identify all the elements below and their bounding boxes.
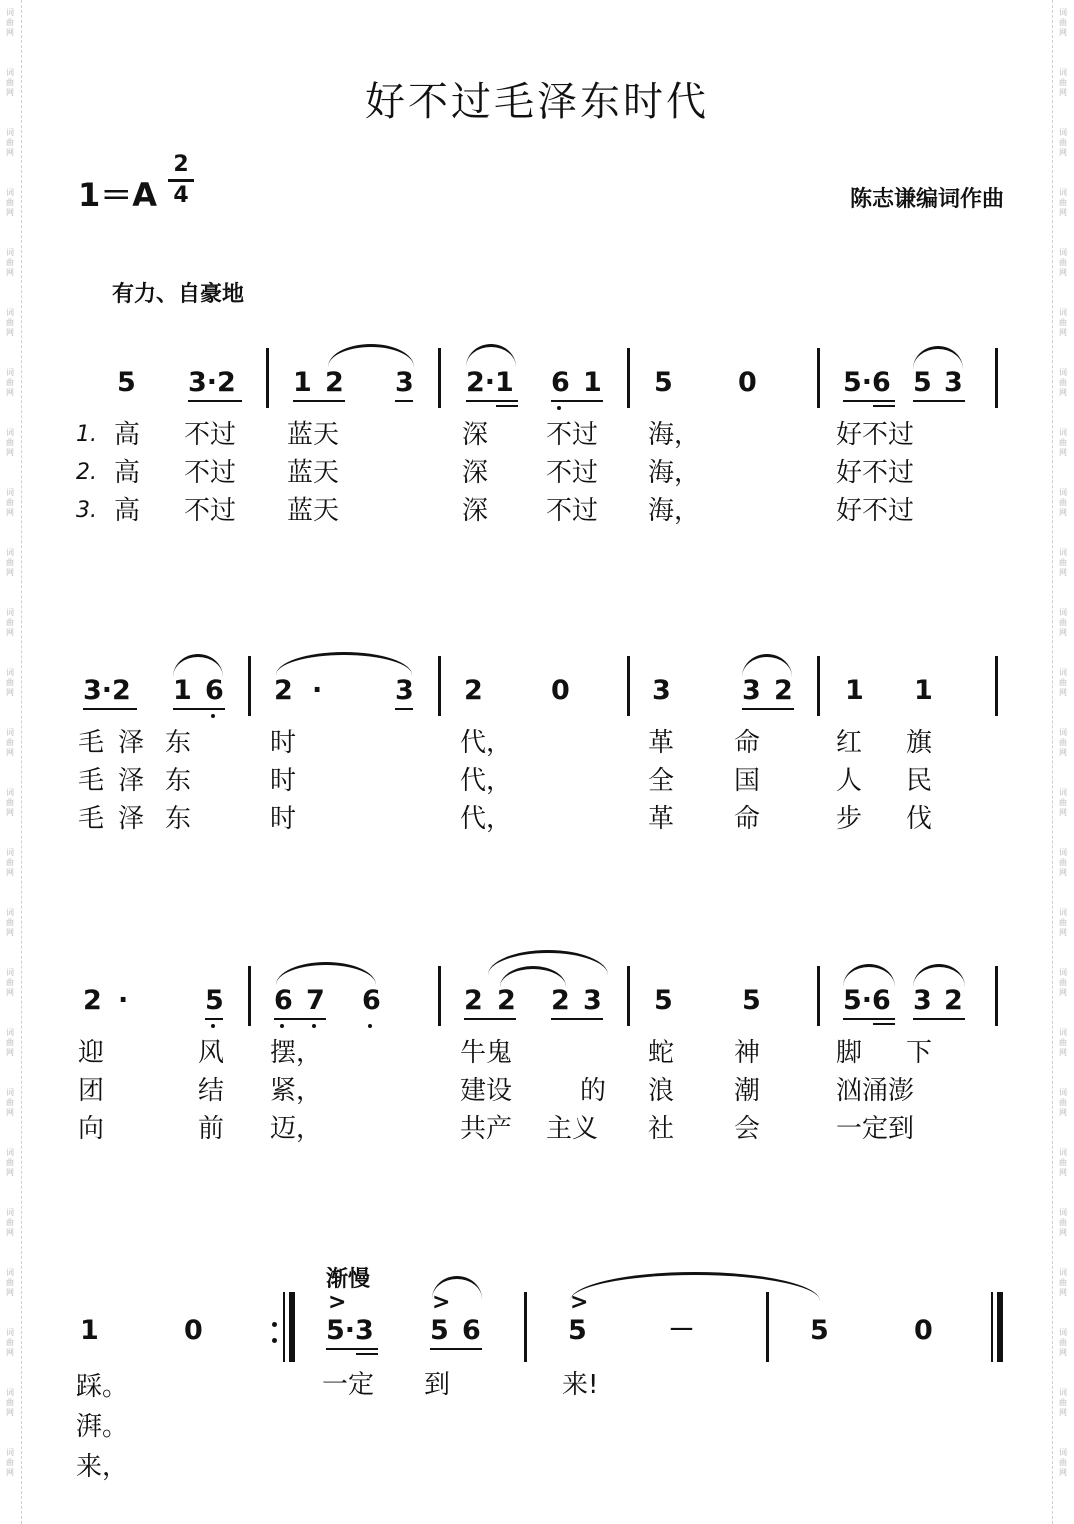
lyric: 革 bbox=[648, 804, 675, 834]
underline bbox=[83, 708, 137, 710]
lyric: 全 bbox=[648, 766, 675, 796]
repeat-dot bbox=[272, 1338, 277, 1343]
verse-number: 3. bbox=[76, 498, 97, 523]
lyric: 社 bbox=[648, 1114, 675, 1144]
note: 3·2 bbox=[83, 675, 131, 706]
lyric: 紧， bbox=[270, 1076, 323, 1106]
watermark-text: 词 曲 网 bbox=[6, 8, 14, 37]
lyric: 毛 bbox=[78, 728, 105, 758]
system-2 bbox=[0, 648, 1074, 848]
watermark-text: 词 曲 网 bbox=[1059, 368, 1067, 397]
lyric: 迈， bbox=[270, 1114, 323, 1144]
note: 5·6 bbox=[843, 367, 891, 398]
underline bbox=[551, 400, 603, 402]
watermark-text: 词 曲 网 bbox=[1059, 1088, 1067, 1117]
watermark-text: 词 曲 网 bbox=[6, 1388, 14, 1417]
composer-credit: 陈志谦编词作曲 bbox=[849, 187, 1004, 212]
watermark-text: 词 曲 网 bbox=[1059, 968, 1067, 997]
note: 5·3 bbox=[326, 1315, 374, 1346]
lyric: 东 bbox=[165, 728, 192, 758]
ritardando-marking: 渐慢 bbox=[326, 1267, 371, 1292]
song-title: 好不过毛泽东时代 bbox=[365, 79, 709, 125]
lyric: 国 bbox=[734, 766, 761, 796]
slur bbox=[173, 654, 223, 677]
slur bbox=[466, 344, 516, 367]
lyric: 建设 bbox=[460, 1076, 513, 1106]
watermark-text: 词 曲 网 bbox=[1059, 188, 1067, 217]
watermark-text: 词 曲 网 bbox=[6, 308, 14, 337]
underline bbox=[173, 708, 225, 710]
slur bbox=[276, 652, 412, 675]
watermark-text: 词 曲 网 bbox=[1059, 428, 1067, 457]
lyric: 不过 bbox=[546, 458, 599, 488]
note: 3 bbox=[944, 367, 963, 398]
low-octave-dot bbox=[211, 1024, 215, 1028]
underline bbox=[873, 1023, 895, 1025]
note: 2 bbox=[551, 985, 570, 1016]
low-octave-dot bbox=[312, 1024, 316, 1028]
lyric: 步 bbox=[836, 804, 863, 834]
underline bbox=[395, 708, 413, 710]
note: 0 bbox=[738, 367, 757, 398]
note: 5 bbox=[810, 1315, 829, 1346]
note: 6 bbox=[362, 985, 381, 1016]
underline bbox=[395, 400, 413, 402]
lyric: 高 bbox=[114, 458, 141, 488]
note: 5 bbox=[117, 367, 136, 398]
verse-number: 2. bbox=[76, 460, 97, 485]
watermark-text: 词 曲 网 bbox=[6, 1028, 14, 1057]
lyric: 海， bbox=[648, 458, 701, 488]
bar-line bbox=[995, 348, 998, 408]
watermark-text: 词 曲 网 bbox=[1059, 1028, 1067, 1057]
lyric: 蓝天 bbox=[287, 420, 340, 450]
note: 2 bbox=[774, 675, 793, 706]
system-4 bbox=[0, 1262, 1074, 1502]
verse-number: 1. bbox=[76, 422, 97, 447]
watermark-text: 词 曲 网 bbox=[1059, 1148, 1067, 1177]
lyric: 民 bbox=[906, 766, 933, 796]
time-signature-top: 2 bbox=[173, 152, 189, 177]
underline bbox=[551, 1018, 603, 1020]
note: 5 bbox=[205, 985, 224, 1016]
note: 1 bbox=[583, 367, 602, 398]
underline bbox=[188, 400, 242, 402]
watermark-text: 词 曲 网 bbox=[1059, 308, 1067, 337]
system-3 bbox=[0, 958, 1074, 1158]
lyric: 蓝天 bbox=[287, 458, 340, 488]
watermark-text: 词 曲 网 bbox=[1059, 848, 1067, 877]
lyric: 时 bbox=[270, 766, 297, 796]
lyric: 前 bbox=[198, 1114, 225, 1144]
underline bbox=[464, 1018, 516, 1020]
note: 2 bbox=[325, 367, 344, 398]
watermark-text: 词 曲 网 bbox=[6, 128, 14, 157]
time-signature-line bbox=[168, 179, 194, 182]
watermark-text: 词 曲 网 bbox=[1059, 1328, 1067, 1357]
note: 2 bbox=[274, 675, 293, 706]
slur bbox=[570, 1272, 820, 1301]
watermark-text: 词 曲 网 bbox=[6, 848, 14, 877]
note: 2·1 bbox=[466, 367, 514, 398]
watermark-text: 词 曲 网 bbox=[6, 728, 14, 757]
watermark-text: 词 曲 网 bbox=[6, 1328, 14, 1357]
bar-line bbox=[817, 966, 820, 1026]
watermark-text: 词 曲 网 bbox=[1059, 1448, 1067, 1477]
lyric: 高 bbox=[114, 420, 141, 450]
lyric: 旗 bbox=[906, 728, 933, 758]
lyric: 代， bbox=[460, 804, 513, 834]
accent-mark: > bbox=[570, 1290, 589, 1315]
lyric: 风 bbox=[198, 1038, 225, 1068]
note: 2 bbox=[497, 985, 516, 1016]
lyric: 泽 bbox=[118, 804, 145, 834]
note: 0 bbox=[184, 1315, 203, 1346]
note: 3 bbox=[395, 675, 414, 706]
slur bbox=[432, 1276, 482, 1299]
watermark-text: 词 曲 网 bbox=[1059, 1268, 1067, 1297]
underline bbox=[913, 400, 965, 402]
note: 2 bbox=[83, 985, 102, 1016]
note: 5 bbox=[654, 367, 673, 398]
lyric: 潮 bbox=[734, 1076, 761, 1106]
note: 5 bbox=[913, 367, 932, 398]
lyric: 脚 bbox=[836, 1038, 863, 1068]
lyric: 海， bbox=[648, 496, 701, 526]
time-signature-bottom: 4 bbox=[173, 183, 189, 208]
lyric: 东 bbox=[165, 766, 192, 796]
note: 1 bbox=[914, 675, 933, 706]
watermark-text: 词 曲 网 bbox=[6, 548, 14, 577]
lyric: 蛇 bbox=[648, 1038, 675, 1068]
watermark-text: 词 曲 网 bbox=[6, 908, 14, 937]
slur bbox=[843, 964, 895, 987]
slur bbox=[328, 344, 414, 367]
underline bbox=[742, 708, 794, 710]
watermark-text: 词 曲 网 bbox=[6, 1208, 14, 1237]
slur bbox=[913, 346, 963, 369]
lyric: 好不过 bbox=[836, 420, 915, 450]
underline bbox=[843, 400, 895, 402]
underline bbox=[274, 1018, 326, 1020]
time-signature bbox=[168, 152, 194, 209]
note: 6 bbox=[274, 985, 293, 1016]
watermark-text: 词 曲 网 bbox=[1059, 248, 1067, 277]
lyric: 不过 bbox=[184, 420, 237, 450]
watermark-text: 词 曲 网 bbox=[6, 428, 14, 457]
bar-line bbox=[248, 656, 251, 716]
slur bbox=[488, 950, 608, 975]
lyric: 时 bbox=[270, 804, 297, 834]
watermark-text: 词 曲 网 bbox=[6, 68, 14, 97]
watermark-text: 词 曲 网 bbox=[1059, 788, 1067, 817]
lyric: 主义 bbox=[546, 1114, 599, 1144]
watermark-text: 词 曲 网 bbox=[1059, 68, 1067, 97]
watermark-text: 词 曲 网 bbox=[1059, 908, 1067, 937]
bar-line bbox=[817, 348, 820, 408]
note: 0 bbox=[914, 1315, 933, 1346]
lyric: 命 bbox=[734, 804, 761, 834]
note: 3 bbox=[742, 675, 761, 706]
bar-line bbox=[627, 348, 630, 408]
key-signature: 1＝A bbox=[78, 176, 158, 214]
note: · bbox=[118, 985, 129, 1016]
watermark-text: 词 曲 网 bbox=[1059, 128, 1067, 157]
note: 2 bbox=[944, 985, 963, 1016]
bar-line bbox=[524, 1292, 527, 1362]
lyric: 东 bbox=[165, 804, 192, 834]
lyric: 时 bbox=[270, 728, 297, 758]
lyric: 泽 bbox=[118, 766, 145, 796]
note: 5 bbox=[654, 985, 673, 1016]
lyric: 结 bbox=[198, 1076, 225, 1106]
bar-line bbox=[817, 656, 820, 716]
underline bbox=[913, 1018, 965, 1020]
note: 1 bbox=[80, 1315, 99, 1346]
lyric: 深 bbox=[462, 420, 489, 450]
note: 3 bbox=[913, 985, 932, 1016]
note: 5·6 bbox=[843, 985, 891, 1016]
lyric: 迎 bbox=[78, 1038, 105, 1068]
watermark-text: 词 曲 网 bbox=[6, 1268, 14, 1297]
bar-line bbox=[248, 966, 251, 1026]
low-octave-dot bbox=[211, 714, 215, 718]
watermark-text: 词 曲 网 bbox=[6, 1148, 14, 1177]
low-octave-dot bbox=[557, 406, 561, 410]
lyric: 到 bbox=[424, 1370, 451, 1400]
lyric: 团 bbox=[78, 1076, 105, 1106]
note: 3 bbox=[583, 985, 602, 1016]
note: 3 bbox=[395, 367, 414, 398]
bar-line bbox=[266, 348, 269, 408]
lyric: 下 bbox=[906, 1038, 933, 1068]
lyric: 好不过 bbox=[836, 496, 915, 526]
watermark-text: 词 曲 网 bbox=[1059, 608, 1067, 637]
note: 3·2 bbox=[188, 367, 236, 398]
lyric: 来， bbox=[76, 1452, 129, 1482]
note: 2 bbox=[464, 675, 483, 706]
slur bbox=[276, 962, 376, 985]
lyric: 向 bbox=[78, 1114, 105, 1144]
low-octave-dot bbox=[368, 1024, 372, 1028]
note: 6 bbox=[205, 675, 224, 706]
final-bar-thin bbox=[991, 1292, 993, 1362]
lyric: 一定 bbox=[322, 1370, 375, 1400]
watermark-text: 词 曲 网 bbox=[6, 1088, 14, 1117]
lyric: 海， bbox=[648, 420, 701, 450]
lyric: 蓝天 bbox=[287, 496, 340, 526]
note: 6 bbox=[551, 367, 570, 398]
watermark-text: 词 曲 网 bbox=[1059, 728, 1067, 757]
note: 5 bbox=[742, 985, 761, 1016]
lyric: 好不过 bbox=[836, 458, 915, 488]
lyric: 不过 bbox=[546, 420, 599, 450]
bar-line bbox=[627, 656, 630, 716]
lyric: 神 bbox=[734, 1038, 761, 1068]
note: 1 bbox=[293, 367, 312, 398]
system-1 bbox=[0, 340, 1074, 540]
slur bbox=[742, 654, 792, 677]
bar-line bbox=[995, 656, 998, 716]
watermark-text: 词 曲 网 bbox=[6, 1448, 14, 1477]
note: 3 bbox=[652, 675, 671, 706]
repeat-dot bbox=[272, 1322, 277, 1327]
underline bbox=[293, 400, 345, 402]
lyric: 不过 bbox=[184, 458, 237, 488]
watermark-text: 词 曲 网 bbox=[6, 488, 14, 517]
lyric: 一定到 bbox=[836, 1114, 915, 1144]
bar-line bbox=[438, 348, 441, 408]
watermark-text: 词 曲 网 bbox=[6, 368, 14, 397]
lyric: 毛 bbox=[78, 804, 105, 834]
watermark-text: 词 曲 网 bbox=[1059, 1388, 1067, 1417]
repeat-bar-thick bbox=[289, 1292, 295, 1362]
underline bbox=[205, 1018, 223, 1020]
watermark-text: 词 曲 网 bbox=[6, 668, 14, 697]
lyric: 革 bbox=[648, 728, 675, 758]
lyric: 湃。 bbox=[76, 1412, 129, 1442]
low-octave-dot bbox=[280, 1024, 284, 1028]
bar-line bbox=[627, 966, 630, 1026]
accent-mark: > bbox=[328, 1290, 347, 1315]
lyric: 共产 bbox=[460, 1114, 513, 1144]
lyric: 摆， bbox=[270, 1038, 323, 1068]
lyric: 会 bbox=[734, 1114, 761, 1144]
watermark-text: 词 曲 网 bbox=[1059, 8, 1067, 37]
note: 0 bbox=[551, 675, 570, 706]
lyric: 代， bbox=[460, 728, 513, 758]
lyric: 高 bbox=[114, 496, 141, 526]
watermark-text: 词 曲 网 bbox=[6, 248, 14, 277]
watermark-text: 词 曲 网 bbox=[6, 608, 14, 637]
repeat-bar-thin bbox=[283, 1292, 285, 1362]
lyric: 踩。 bbox=[76, 1372, 129, 1402]
underline bbox=[326, 1348, 378, 1350]
bar-line bbox=[995, 966, 998, 1026]
underline bbox=[843, 1018, 895, 1020]
note: · bbox=[312, 675, 323, 706]
bar-line bbox=[438, 656, 441, 716]
final-bar-thick bbox=[997, 1292, 1003, 1362]
lyric: 毛 bbox=[78, 766, 105, 796]
underline bbox=[873, 405, 895, 407]
lyric: 泽 bbox=[118, 728, 145, 758]
watermark-text: 词 曲 网 bbox=[1059, 548, 1067, 577]
lyric: 命 bbox=[734, 728, 761, 758]
underline bbox=[356, 1353, 378, 1355]
lyric: 不过 bbox=[546, 496, 599, 526]
lyric: 红 bbox=[836, 728, 863, 758]
underline bbox=[430, 1348, 482, 1350]
lyric: 代， bbox=[460, 766, 513, 796]
note: 1 bbox=[845, 675, 864, 706]
watermark-text: 词 曲 网 bbox=[1059, 488, 1067, 517]
lyric: 不过 bbox=[184, 496, 237, 526]
lyric: 来! bbox=[562, 1370, 599, 1400]
lyric: 的 bbox=[580, 1076, 607, 1106]
note: 6 bbox=[462, 1315, 481, 1346]
bar-line bbox=[438, 966, 441, 1026]
tempo-marking: 有力、自豪地 bbox=[112, 282, 245, 307]
watermark-text: 词 曲 网 bbox=[1059, 1208, 1067, 1237]
underline bbox=[466, 400, 518, 402]
lyric: 汹涌澎 bbox=[836, 1076, 915, 1106]
note: 7 bbox=[306, 985, 325, 1016]
dash-sustain: － bbox=[668, 1315, 695, 1346]
watermark-text: 词 曲 网 bbox=[6, 968, 14, 997]
lyric: 深 bbox=[462, 458, 489, 488]
note: 5 bbox=[430, 1315, 449, 1346]
watermark-text: 词 曲 网 bbox=[6, 788, 14, 817]
note: 5 bbox=[568, 1315, 587, 1346]
note: 1 bbox=[173, 675, 192, 706]
accent-mark: > bbox=[432, 1290, 451, 1315]
bar-line bbox=[766, 1292, 769, 1362]
lyric: 深 bbox=[462, 496, 489, 526]
lyric: 牛鬼 bbox=[460, 1038, 513, 1068]
slur bbox=[913, 964, 965, 987]
underline bbox=[496, 405, 518, 407]
note: 2 bbox=[464, 985, 483, 1016]
watermark-text: 词 曲 网 bbox=[1059, 668, 1067, 697]
watermark-text: 词 曲 网 bbox=[6, 188, 14, 217]
lyric: 人 bbox=[836, 766, 863, 796]
lyric: 浪 bbox=[648, 1076, 675, 1106]
lyric: 伐 bbox=[906, 804, 933, 834]
